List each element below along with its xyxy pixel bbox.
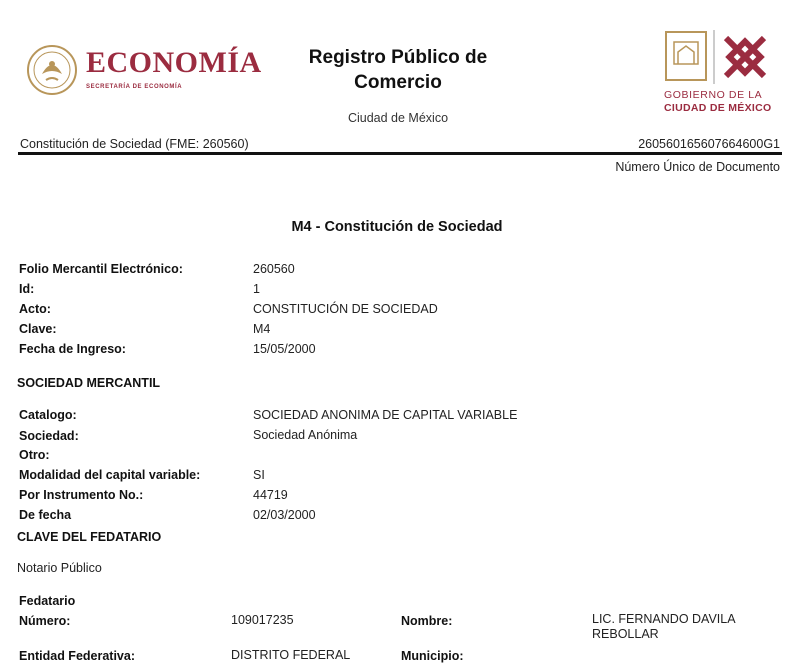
economia-logo <box>26 42 261 98</box>
title-line-1: Registro Público de <box>308 47 488 68</box>
field-label-nombre: Nombre: <box>401 614 453 628</box>
field-value-fecha-ingreso: 15/05/2000 <box>253 342 316 356</box>
section-clave-fedatario: CLAVE DEL FEDATARIO <box>17 530 162 544</box>
field-value-acto: CONSTITUCIÓN DE SOCIEDAD <box>253 302 438 316</box>
document-number-label: Número Único de Documento <box>615 160 780 174</box>
field-value-de-fecha: 02/03/2000 <box>253 508 316 522</box>
field-value-instrumento: 44719 <box>253 488 288 502</box>
economia-subtitle: SECRETARÍA DE ECONOMÍA <box>86 84 183 90</box>
cdmx-logo <box>664 28 774 116</box>
field-value-clave: M4 <box>253 322 271 336</box>
field-label-acto: Acto: <box>19 302 51 316</box>
cdmx-line-2: CIUDAD DE MÉXICO <box>664 102 772 114</box>
page-title <box>290 45 506 95</box>
field-label-fecha-ingreso: Fecha de Ingreso: <box>19 342 126 356</box>
field-value-sociedad: Sociedad Anónima <box>253 428 358 442</box>
field-value-folio: 260560 <box>253 262 295 276</box>
field-value-entidad: DISTRITO FEDERAL <box>231 648 351 662</box>
fedatario-heading: Fedatario <box>19 594 76 608</box>
field-label-folio: Folio Mercantil Electrónico: <box>19 262 183 276</box>
coat-of-arms-icon <box>26 42 78 98</box>
section-sociedad-mercantil: SOCIEDAD MERCANTIL <box>17 376 161 390</box>
title-line-2: Comercio <box>354 72 442 93</box>
field-value-id: 1 <box>253 282 260 296</box>
field-label-id: Id: <box>19 282 35 296</box>
field-label-instrumento: Por Instrumento No.: <box>19 488 144 502</box>
field-label-modalidad: Modalidad del capital variable: <box>19 468 201 482</box>
field-label-entidad: Entidad Federativa: <box>19 649 135 663</box>
document-number: 260560165607664600G1 <box>638 137 780 151</box>
field-value-catalogo: SOCIEDAD ANONIMA DE CAPITAL VARIABLE <box>253 408 518 422</box>
city-label: Ciudad de México <box>347 111 449 125</box>
field-label-otro: Otro: <box>19 448 50 462</box>
cdmx-line-1: GOBIERNO DE LA <box>664 89 763 101</box>
cdmx-emblem-icon <box>664 28 774 86</box>
field-label-catalogo: Catalogo: <box>19 408 77 422</box>
field-value-numero: 109017235 <box>231 613 294 627</box>
field-label-sociedad: Sociedad: <box>19 429 79 443</box>
fedatario-type: Notario Público <box>17 561 102 575</box>
field-label-clave: Clave: <box>19 322 57 336</box>
document-title: M4 - Constitución de Sociedad <box>291 219 503 235</box>
field-value-nombre: LIC. FERNANDO DAVILA REBOLLAR <box>592 612 735 641</box>
field-label-municipio: Municipio: <box>401 649 464 663</box>
field-label-numero: Número: <box>19 614 71 628</box>
economia-wordmark: ECONOMÍA <box>86 46 262 79</box>
header-divider <box>18 152 782 155</box>
field-label-de-fecha: De fecha <box>19 508 72 522</box>
document-type: Constitución de Sociedad (FME: 260560) <box>20 137 249 151</box>
field-value-modalidad: SI <box>253 468 265 482</box>
